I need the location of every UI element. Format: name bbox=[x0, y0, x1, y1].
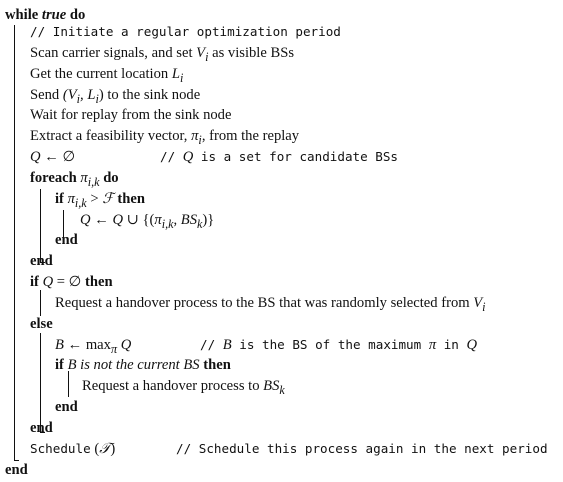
init-q-line bbox=[30, 146, 75, 168]
wait-line bbox=[30, 104, 231, 126]
handover-line: Request a handover process to $BS_k$ bbox=[82, 378, 285, 397]
send-text-end: to the sink node bbox=[103, 87, 201, 103]
threshold-var: ℱ bbox=[102, 191, 114, 207]
end-if-current: end bbox=[55, 399, 78, 415]
scan-line bbox=[30, 42, 294, 64]
q-var: Q bbox=[30, 149, 41, 165]
q-union-line: Q ← Q ∪ {($\pi_{i,k}$, $BS_k$)} bbox=[80, 212, 215, 231]
send-text: Send bbox=[30, 87, 63, 103]
extract-text-end: , from the replay bbox=[201, 128, 300, 144]
then-keyword: then bbox=[85, 274, 113, 290]
while-block-bar bbox=[14, 25, 15, 461]
if-empty-line: if Q = ∅ then bbox=[30, 274, 113, 290]
feasibility-var: $\pi_i$ bbox=[191, 128, 202, 147]
comment-text: // Initiate a regular optimization period bbox=[30, 24, 341, 39]
then-keyword: then bbox=[117, 191, 145, 207]
init-q-comment: // Q is a set for candidate BSs bbox=[160, 149, 399, 165]
foreach-line bbox=[30, 167, 119, 189]
while-condition: true bbox=[41, 7, 67, 23]
scan-text-end: as visible BSs bbox=[208, 45, 295, 61]
comment-line-initiate bbox=[30, 21, 341, 43]
assign-empty: ← ∅ bbox=[40, 149, 76, 165]
else-line: else bbox=[30, 316, 53, 332]
extract-line bbox=[30, 125, 299, 147]
schedule-line: Schedule (𝒯) bbox=[30, 441, 116, 457]
location-text: Get the current location bbox=[30, 66, 172, 82]
if-current-line bbox=[55, 354, 231, 376]
feasibility-element: $\pi_{i,k}$ bbox=[67, 191, 87, 210]
location-line bbox=[30, 63, 183, 85]
wait-text: Wait for replay from the sink node bbox=[30, 107, 232, 123]
random-handover-line: Request a handover process to the BS that was randomly selected from $V_i$ bbox=[55, 295, 486, 314]
end-if-else: end bbox=[30, 420, 53, 436]
do-keyword: do bbox=[103, 170, 119, 186]
foreach-var: $\pi_{i,k}$ bbox=[80, 170, 100, 189]
do-keyword: do bbox=[69, 7, 86, 23]
location-var: $L_i$ bbox=[171, 66, 184, 85]
if-keyword: if bbox=[55, 191, 64, 207]
if-keyword: if bbox=[55, 357, 64, 373]
schedule-comment: // Schedule this process again in the next period bbox=[176, 441, 548, 456]
argmax-comment: // B is the BS of the maximum π in Q bbox=[200, 337, 478, 353]
condition-text: B is not the current BS bbox=[67, 357, 200, 373]
end-if-feasible: end bbox=[55, 232, 78, 248]
argmax-line: B ← $\max_\pi Q$ bbox=[55, 337, 132, 356]
if-feasible-line: if $\pi_{i,k}$ > ℱ then bbox=[55, 191, 145, 210]
extract-text: Extract a feasibility vector, bbox=[30, 128, 192, 144]
then-keyword: then bbox=[203, 357, 231, 373]
end-foreach: end bbox=[30, 253, 53, 269]
send-line bbox=[30, 84, 200, 106]
while-keyword: while bbox=[5, 7, 39, 23]
scan-text: Scan carrier signals, and set bbox=[30, 45, 197, 61]
end-while: end bbox=[5, 462, 28, 478]
schedule-call: Schedule bbox=[30, 441, 91, 456]
send-tuple: ($V_i$, $L_i$) bbox=[62, 87, 104, 106]
visible-bs-var: $V_i$ bbox=[196, 45, 209, 64]
if-keyword: if bbox=[30, 274, 39, 290]
foreach-keyword: foreach bbox=[30, 170, 77, 186]
